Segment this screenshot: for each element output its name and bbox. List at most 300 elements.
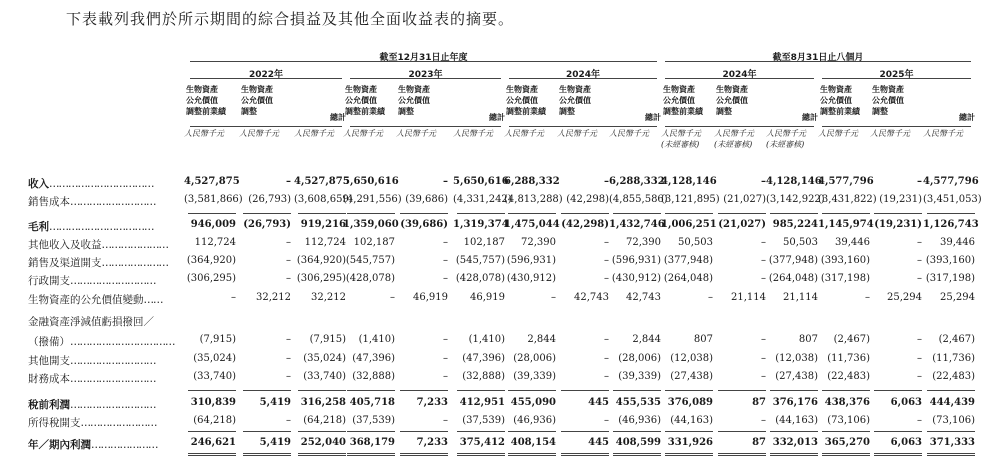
unit-overline [665, 126, 814, 127]
table-cell: 455,090 [510, 397, 556, 408]
table-cell: (264,048) [768, 273, 818, 284]
cell-rule [347, 431, 395, 432]
table-cell: (42,298) [561, 219, 609, 230]
cell-rule [188, 453, 236, 456]
cell-rule [243, 431, 291, 432]
table-cell: (22,483) [932, 371, 975, 382]
table-cell: (4,813,288) [504, 194, 563, 205]
table-cell: (28,006) [513, 353, 556, 364]
table-cell: (39,339) [618, 371, 661, 382]
table-cell: 405,718 [349, 397, 395, 408]
table-cell: 39,446 [835, 237, 870, 248]
unit-label: 人民幣千元 (未經審核) [661, 129, 701, 149]
table-cell: 445 [588, 397, 609, 408]
column-header-total: 總計 [802, 113, 818, 122]
table-cell: 87 [752, 437, 766, 448]
cell-rule [770, 213, 818, 214]
row-label-text: 行政開支 [28, 275, 70, 287]
table-cell: (35,024) [303, 353, 346, 364]
table-cell: (3,142,922) [766, 194, 825, 205]
table-cell: – [443, 273, 448, 284]
table-cell: 4,577,796 [923, 176, 979, 187]
table-cell: (42,298) [566, 194, 609, 205]
row-label-leader-dots: …………………………… [49, 178, 154, 190]
table-cell: (44,163) [775, 415, 818, 426]
table-cell: (12,038) [670, 353, 713, 364]
table-cell: – [604, 353, 609, 364]
table-cell: (39,339) [513, 371, 556, 382]
row-label-text: 毛利 [28, 221, 49, 233]
row-label-leader-dots: …………………………… [70, 336, 175, 348]
table-cell: (27,438) [775, 371, 818, 382]
cell-rule [508, 213, 556, 214]
column-header-total: 總計 [959, 113, 975, 122]
table-cell: (21,027) [723, 194, 766, 205]
table-cell: 2,844 [632, 334, 661, 345]
table-cell: (4,291,556) [343, 194, 402, 205]
table-cell: (73,106) [827, 415, 870, 426]
cell-rule [561, 213, 609, 214]
table-cell: 2,844 [527, 334, 556, 345]
cell-rule [665, 431, 713, 432]
table-cell: – [761, 273, 766, 284]
table-cell: – [286, 255, 291, 266]
table-cell: – [604, 255, 609, 266]
row-label-text: 收入 [28, 178, 49, 190]
cell-rule [457, 213, 505, 214]
table-cell: 246,621 [190, 437, 236, 448]
table-cell: – [761, 334, 766, 345]
table-cell: 4,577,796 [818, 176, 874, 187]
table-cell: 32,212 [256, 292, 291, 303]
cell-rule [613, 431, 661, 432]
table-cell: – [551, 292, 556, 303]
unit-label: 人民幣千元 [557, 129, 597, 138]
table-cell: – [761, 255, 766, 266]
table-cell: – [917, 353, 922, 364]
unit-label: 人民幣千元 [294, 129, 334, 138]
cell-rule [347, 213, 395, 214]
cell-rule [874, 453, 922, 456]
row-label-leader-dots: …………………… [80, 417, 157, 429]
table-cell: (27,438) [670, 371, 713, 382]
table-cell: 72,390 [626, 237, 661, 248]
year-underline [190, 78, 342, 79]
cell-rule [927, 390, 975, 391]
cell-rule [243, 453, 291, 456]
table-cell: 376,089 [667, 397, 713, 408]
table-cell: 316,258 [300, 397, 346, 408]
row-label-text: 年／期內利潤 [28, 439, 91, 451]
table-cell: (3,121,895) [661, 194, 720, 205]
row-label [28, 397, 186, 412]
table-cell: (47,396) [352, 353, 395, 364]
cell-rule [561, 390, 609, 391]
table-cell: – [443, 237, 448, 248]
column-header-adj: 生物資產 公允價值 調整 [872, 85, 904, 116]
table-cell: – [761, 237, 766, 248]
table-cell: 408,599 [615, 437, 661, 448]
cell-rule [457, 453, 505, 456]
table-cell: 371,333 [929, 437, 975, 448]
table-cell: (35,024) [193, 353, 236, 364]
table-cell: (3,431,822) [818, 194, 877, 205]
cell-rule [927, 453, 975, 456]
table-cell: (12,038) [775, 353, 818, 364]
cell-rule [665, 390, 713, 391]
unit-label: 人民幣千元 (未經審核) [714, 129, 754, 149]
table-cell: – [286, 237, 291, 248]
unit-label: 人民幣千元 (未經審核) [766, 129, 806, 149]
unit-label: 人民幣千元 [343, 129, 383, 138]
unit-overline [509, 126, 657, 127]
cell-rule [770, 431, 818, 432]
year-underline [350, 78, 501, 79]
table-cell: 4,128,146 [766, 176, 822, 187]
unit-label: 人民幣千元 [453, 129, 493, 138]
cell-rule [822, 453, 870, 456]
cell-rule [613, 213, 661, 214]
table-cell: (4,855,586) [609, 194, 668, 205]
table-cell: (46,936) [513, 415, 556, 426]
table-cell: 1,432,746 [609, 219, 665, 230]
table-cell: (7,915) [199, 334, 236, 345]
cell-rule [298, 453, 346, 456]
table-cell: (1,410) [468, 334, 505, 345]
row-label [28, 437, 186, 452]
table-cell: 6,063 [890, 397, 922, 408]
table-cell: (39,686) [405, 194, 448, 205]
cell-rule [347, 390, 395, 391]
table-cell: – [286, 415, 291, 426]
cell-rule [874, 213, 922, 214]
column-header-total: 總計 [489, 113, 505, 122]
unit-label: 人民幣千元 [609, 129, 649, 138]
table-cell: 1,475,044 [504, 219, 560, 230]
table-cell: 46,919 [470, 292, 505, 303]
table-cell: 438,376 [824, 397, 870, 408]
table-cell: 368,179 [349, 437, 395, 448]
year-header: 2022年 [248, 70, 284, 80]
row-label [28, 273, 186, 288]
table-cell: 919,216 [300, 219, 346, 230]
row-label-text: （撥備） [28, 336, 70, 348]
year-underline [509, 78, 657, 79]
table-cell: 39,446 [940, 237, 975, 248]
table-cell: (364,920) [296, 255, 346, 266]
table-cell: – [286, 353, 291, 364]
table-cell: 7,233 [416, 397, 448, 408]
table-cell: 42,743 [626, 292, 661, 303]
row-label [28, 292, 186, 307]
cell-rule [188, 431, 236, 432]
period-header: 截至12月31日止年度 [379, 53, 468, 63]
cell-rule [613, 453, 661, 456]
column-header-adj: 生物資產 公允價值 調整 [241, 85, 273, 116]
table-cell: (46,936) [618, 415, 661, 426]
cell-rule [508, 390, 556, 391]
table-cell: (596,931) [506, 255, 556, 266]
unit-overline [822, 126, 971, 127]
row-label-leader-dots: ……………………… [70, 275, 156, 287]
table-cell: – [604, 176, 609, 187]
table-cell: 1,359,060 [343, 219, 399, 230]
table-cell: (3,608,659) [294, 194, 353, 205]
table-cell: 102,187 [463, 237, 505, 248]
table-cell: 1,319,374 [453, 219, 509, 230]
table-cell: (596,931) [611, 255, 661, 266]
table-cell: 6,063 [890, 437, 922, 448]
row-label-text: 其他收入及收益 [28, 239, 102, 251]
table-cell: (21,027) [718, 219, 766, 230]
table-cell: – [390, 292, 395, 303]
table-cell: (377,948) [663, 255, 713, 266]
table-cell: (4,331,242) [453, 194, 512, 205]
table-cell: – [917, 176, 922, 187]
table-cell: (377,948) [768, 255, 818, 266]
cell-rule [400, 453, 448, 456]
year-underline [665, 78, 814, 79]
table-cell: – [443, 255, 448, 266]
cell-rule [770, 390, 818, 391]
row-label-leader-dots: ……………………… [70, 373, 156, 385]
table-cell: (39,686) [400, 219, 448, 230]
table-cell: – [917, 255, 922, 266]
unit-overline [350, 126, 501, 127]
table-cell: (545,757) [345, 255, 395, 266]
row-label-leader-dots: ……………………… [70, 196, 156, 208]
table-cell: (7,915) [309, 334, 346, 345]
table-cell: (37,539) [352, 415, 395, 426]
row-label-leader-dots: ……………………… [70, 399, 156, 411]
table-cell: 87 [752, 397, 766, 408]
cell-rule [400, 431, 448, 432]
table-cell: 21,114 [731, 292, 766, 303]
table-cell: (317,198) [820, 273, 870, 284]
cell-rule [298, 390, 346, 391]
table-cell: 1,145,974 [818, 219, 874, 230]
table-cell: 375,412 [459, 437, 505, 448]
period-header: 截至8月31日止八個月 [772, 53, 864, 63]
table-cell: 946,009 [190, 219, 236, 230]
unit-label: 人民幣千元 [818, 129, 858, 138]
table-cell: – [917, 237, 922, 248]
table-cell: (264,048) [663, 273, 713, 284]
row-label [28, 415, 186, 430]
table-cell: (64,218) [193, 415, 236, 426]
cell-rule [718, 213, 766, 214]
cell-rule [188, 390, 236, 391]
table-cell: 445 [588, 437, 609, 448]
cell-rule [718, 431, 766, 432]
table-cell: – [761, 353, 766, 364]
table-cell: – [917, 334, 922, 345]
column-header-adj: 生物資產 公允價值 調整 [716, 85, 748, 116]
table-cell: (11,736) [827, 353, 870, 364]
table-cell: 50,503 [783, 237, 818, 248]
cell-rule [718, 390, 766, 391]
table-cell: 376,176 [772, 397, 818, 408]
year-header: 2023年 [408, 70, 443, 80]
table-cell: – [443, 176, 448, 187]
table-cell: (73,106) [932, 415, 975, 426]
table-cell: 5,650,616 [343, 176, 399, 187]
column-header-pre: 生物資產 公允價值 調整前業績 [345, 85, 385, 116]
year-header: 2024年 [722, 70, 757, 80]
unit-label: 人民幣千元 [184, 129, 224, 138]
table-cell: 102,187 [353, 237, 395, 248]
table-cell: 25,294 [887, 292, 922, 303]
intro-text: 下表載列我們於所示期間的綜合損益及其他全面收益表的摘要。 [66, 10, 515, 28]
cell-rule [718, 453, 766, 456]
table-cell: 4,128,146 [661, 176, 717, 187]
row-label-text: 其他開支 [28, 355, 70, 367]
period-underline [190, 61, 657, 62]
table-cell: (428,078) [345, 273, 395, 284]
table-cell: 252,040 [300, 437, 346, 448]
table-cell: (1,410) [358, 334, 395, 345]
table-cell: (306,295) [296, 273, 346, 284]
table-cell: (428,078) [455, 273, 505, 284]
cell-rule [874, 431, 922, 432]
unit-label: 人民幣千元 [870, 129, 910, 138]
row-label-leader-dots: ………………… [101, 257, 168, 269]
table-cell: – [708, 292, 713, 303]
cell-rule [298, 213, 346, 214]
table-cell: (26,793) [248, 194, 291, 205]
table-cell: (317,198) [925, 273, 975, 284]
table-cell: (393,160) [820, 255, 870, 266]
table-cell: (430,912) [611, 273, 661, 284]
table-cell: (545,757) [455, 255, 505, 266]
cell-rule [508, 431, 556, 432]
year-header: 2025年 [879, 70, 914, 80]
table-cell: 412,951 [459, 397, 505, 408]
row-label [28, 314, 186, 329]
row-label-leader-dots: ………………… [101, 239, 168, 251]
table-cell: (306,295) [186, 273, 236, 284]
table-cell: 455,535 [615, 397, 661, 408]
unit-label: 人民幣千元 [923, 129, 963, 138]
table-cell: – [604, 371, 609, 382]
row-label-text: 稅前利潤 [28, 399, 70, 411]
year-header: 2024年 [565, 70, 601, 80]
table-cell: 25,294 [940, 292, 975, 303]
table-cell: 1,006,251 [661, 219, 717, 230]
row-label [28, 219, 186, 234]
cell-rule [400, 213, 448, 214]
cell-rule [298, 431, 346, 432]
table-cell: (11,736) [932, 353, 975, 364]
row-label-text: 銷售成本 [28, 196, 70, 208]
cell-rule [347, 453, 395, 456]
table-cell: 332,013 [772, 437, 818, 448]
unit-overline [190, 126, 342, 127]
cell-rule [770, 453, 818, 456]
column-header-pre: 生物資產 公允價值 調整前業績 [506, 85, 546, 116]
table-cell: (33,740) [193, 371, 236, 382]
table-cell: (32,888) [352, 371, 395, 382]
table-cell: 7,233 [416, 437, 448, 448]
row-label [28, 194, 186, 209]
table-cell: (33,740) [303, 371, 346, 382]
row-label-text: 財務成本 [28, 373, 70, 385]
table-cell: 21,114 [783, 292, 818, 303]
row-label-text: 所得稅開支 [28, 417, 81, 429]
table-cell: 5,419 [259, 437, 291, 448]
cell-rule [822, 431, 870, 432]
table-cell: – [604, 237, 609, 248]
table-cell: (32,888) [462, 371, 505, 382]
table-cell: – [604, 273, 609, 284]
column-header-total: 總計 [645, 113, 661, 122]
table-cell: (3,451,053) [923, 194, 982, 205]
table-cell: 365,270 [824, 437, 870, 448]
table-cell: – [231, 292, 236, 303]
row-label [28, 353, 186, 368]
cell-rule [400, 390, 448, 391]
table-cell: – [286, 334, 291, 345]
table-cell: 807 [693, 334, 713, 345]
table-cell: 6,288,332 [609, 176, 665, 187]
table-cell: (64,218) [303, 415, 346, 426]
cell-rule [613, 390, 661, 391]
table-cell: 4,527,875 [294, 176, 350, 187]
table-cell: 46,919 [413, 292, 448, 303]
table-cell: – [443, 415, 448, 426]
table-cell: 5,419 [259, 397, 291, 408]
table-cell: – [443, 334, 448, 345]
cell-rule [665, 453, 713, 456]
table-cell: – [761, 176, 766, 187]
cell-rule [457, 431, 505, 432]
cell-rule [243, 390, 291, 391]
cell-rule [561, 453, 609, 456]
table-cell: (2,467) [833, 334, 870, 345]
table-cell: (22,483) [827, 371, 870, 382]
cell-rule [927, 431, 975, 432]
table-cell: (393,160) [925, 255, 975, 266]
table-cell: (37,539) [462, 415, 505, 426]
column-header-adj: 生物資產 公允價值 調整 [398, 85, 430, 116]
row-label [28, 371, 186, 386]
table-cell: (28,006) [618, 353, 661, 364]
table-cell: 4,527,875 [184, 176, 240, 187]
cell-rule [243, 213, 291, 214]
row-label-leader-dots: ……………………… [70, 355, 156, 367]
table-cell: – [865, 292, 870, 303]
table-cell: (2,467) [938, 334, 975, 345]
row-label-text: 金融資產淨減值虧損撥回／ [28, 316, 154, 328]
table-cell: (3,581,866) [184, 194, 243, 205]
column-header-pre: 生物資產 公允價值 調整前業績 [820, 85, 860, 116]
table-cell: – [286, 176, 291, 187]
table-cell: – [604, 334, 609, 345]
row-label-text: 銷售及渠道開支 [28, 257, 102, 269]
row-label [28, 255, 186, 270]
table-cell: 32,212 [311, 292, 346, 303]
table-cell: – [286, 371, 291, 382]
table-cell: 985,224 [772, 219, 818, 230]
table-cell: 42,743 [574, 292, 609, 303]
column-header-total: 總計 [330, 113, 346, 122]
table-cell: – [761, 371, 766, 382]
cell-rule [457, 390, 505, 391]
table-cell: – [286, 273, 291, 284]
table-cell: – [917, 371, 922, 382]
table-cell: 112,724 [194, 237, 236, 248]
column-header-adj: 生物資產 公允價值 調整 [559, 85, 591, 116]
